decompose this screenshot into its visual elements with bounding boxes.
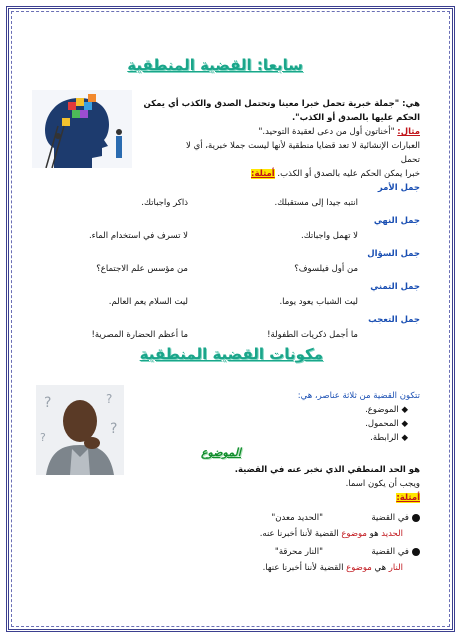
nonlogical-line-1: العبارات الإنشائية لا تعد قضايا منطقية لأنها ليست جملا خبرية، أي لا <box>186 141 420 151</box>
component-item-2: ◆ المحمول. <box>365 419 408 429</box>
type-example-question-1: من أول فيلسوف؟ <box>294 264 358 274</box>
thinking-man-illustration <box>36 385 124 475</box>
example-text: "أخناتون أول من دعى لعقيدة التوحيد." <box>258 127 398 137</box>
subject-example-1-quote: "الحديد معدن" <box>271 513 323 523</box>
definition-line-1: هي: "جملة خبرية تحمل خبرا معينا وتحتمل الصدق والكذب أي يمكن <box>143 99 420 109</box>
type-example-wish-2: ليت السلام يعم العالم. <box>108 297 188 307</box>
type-heading-command: جمل الأمر <box>377 183 420 193</box>
head-puzzle-illustration <box>32 90 132 168</box>
type-heading-wish: جمل التمني <box>370 282 420 292</box>
nonlogical-line-3 <box>251 168 420 180</box>
subject-title: الموضوع <box>200 446 241 459</box>
subject-example-2: في القضية <box>371 546 420 558</box>
svg-text:?: ? <box>44 395 52 411</box>
svg-text:?: ? <box>106 392 113 406</box>
type-example-question-2: من مؤسس علم الاجتماع؟ <box>96 264 188 274</box>
subject-must: ويجب أن يكون اسما. <box>345 479 420 489</box>
type-example-command-1: انتبه جيدا إلى مستقبلك. <box>274 198 358 208</box>
nonlogical-line-2: تحمل <box>400 155 420 165</box>
subject-examples-label-line <box>396 492 420 504</box>
type-example-prohibition-2: لا تسرف في استخدام الماء. <box>88 231 188 241</box>
subject-example-2-quote: "النار محرقة" <box>274 547 323 557</box>
type-example-exclamation-2: ما أعظم الحضارة المصرية! <box>91 330 188 340</box>
definition-line-2: الحكم عليها بالصدق أو الكذب". <box>291 113 420 123</box>
svg-text:?: ? <box>110 421 118 437</box>
type-example-prohibition-1: لا تهمل واجباتك. <box>301 231 358 241</box>
subject-example-2-explanation: النار هي موضوع القضية لأننا أخبرنا عنها. <box>262 563 403 573</box>
subject-example-1-explanation: الحديد هو موضوع القضية لأننا أخبرنا عنه. <box>259 529 403 539</box>
examples-label: أمثلة: <box>251 169 275 179</box>
type-heading-question: جمل السؤال <box>367 249 420 259</box>
example-label: مثال: <box>397 127 420 137</box>
component-item-3: ◆ الرابطة. <box>370 433 408 443</box>
subject-examples-label: أمثلة: <box>396 493 420 503</box>
component-item-1: ◆ الموضوع. <box>365 405 408 415</box>
type-heading-prohibition: جمل النهي <box>373 216 420 226</box>
bullet-icon <box>412 514 420 522</box>
example-line <box>259 126 420 138</box>
nonlogical-line-3-text: خبرا يمكن الحكم عليه بالصدق أو الكذب. <box>277 169 420 179</box>
type-example-exclamation-1: ما أجمل ذكريات الطفولة! <box>267 330 358 340</box>
type-example-wish-1: ليت الشباب يعود يوما. <box>279 297 358 307</box>
type-example-command-2: ذاكر واجباتك. <box>141 198 188 208</box>
subject-example-1: في القضية <box>371 512 420 524</box>
components-intro: تتكون القضية من ثلاثة عناصر، هي: <box>297 391 420 401</box>
svg-text:?: ? <box>40 431 46 444</box>
type-heading-exclamation: جمل التعجب <box>368 315 420 325</box>
subject-definition: هو الحد المنطقي الذي نخبر عنه في القضية. <box>234 465 420 475</box>
components-title: مكونات القضية المنطقية <box>139 345 323 363</box>
bullet-icon <box>412 548 420 556</box>
section-title: سابعا: القضية المنطقية <box>127 56 303 74</box>
